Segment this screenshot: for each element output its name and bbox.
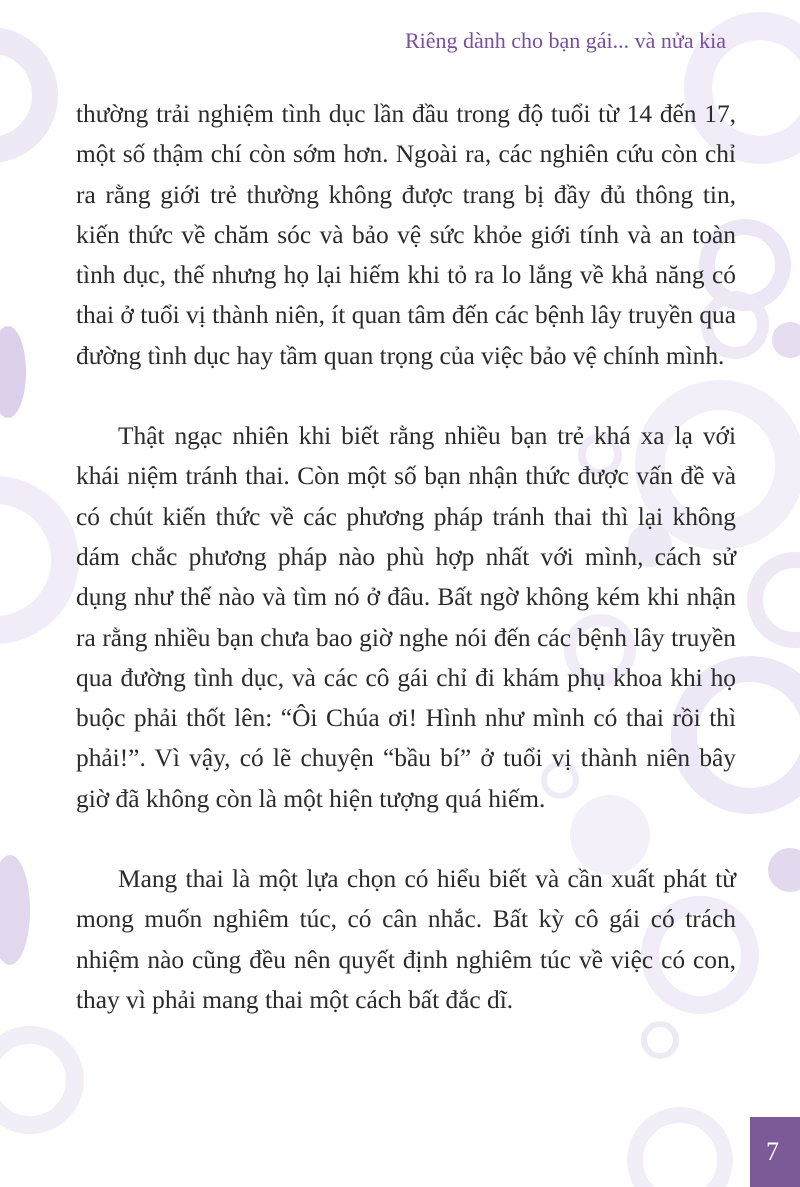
running-header: Riêng dành cho bạn gái... và nửa kia (404, 28, 726, 53)
paragraph: Thật ngạc nhiên khi biết rằng nhiều bạn trẻ khá xa lạ với khái niệm tránh thai. Còn một số bạn nhận thức được vấn đề và có chút kiến thức về các phương pháp tránh thai thì lại không dám chắc phương pháp nào phù hợp nhất với mình, cách sử dụng như thế nào và tìm nó ở đâu. Bất ngờ không kém khi nhận ra rằng nhiều bạn chưa bao giờ nghe nói đến các bệnh lây truyền qua đường tình dục, và các cô gái chỉ đi khám phụ khoa khi họ buộc phải thốt lên: “Ôi Chúa ơi! Hình như mình có thai rồi thì phải!”. Vì vậy, có lẽ chuyện “bầu bí” ở tuổi vị thành niên bây giờ đã không còn là một hiện tượng quá hiếm. (76, 422, 736, 813)
body-text (76, 94, 736, 1060)
page-number-tab (750, 1117, 800, 1187)
page-number: 7 (766, 1137, 779, 1166)
paragraph: Mang thai là một lựa chọn có hiểu biết và cần xuất phát từ mong muốn nghiêm túc, có cân nhắc. Bất kỳ cô gái có trách nhiệm nào cũng đều nên quyết định nghiêm túc về việc có con, thay vì phải mang thai một cách bất đắc dĩ. (76, 865, 736, 1014)
paragraph: thường trải nghiệm tình dục lần đầu trong độ tuổi từ 14 đến 17, một số thậm chí còn sớm hơn. Ngoài ra, các nghiên cứu còn chỉ ra rằng giới trẻ thường không được trang bị đầy đủ thông tin, kiến thức về chăm sóc và bảo vệ sức khỏe giới tính và an toàn tình dục, thế nhưng họ lại hiếm khi tỏ ra lo lắng về khả năng có thai ở tuổi vị thành niên, ít quan tâm đến các bệnh lây truyền qua đường tình dục hay tầm quan trọng của việc bảo vệ chính mình. (76, 100, 736, 370)
